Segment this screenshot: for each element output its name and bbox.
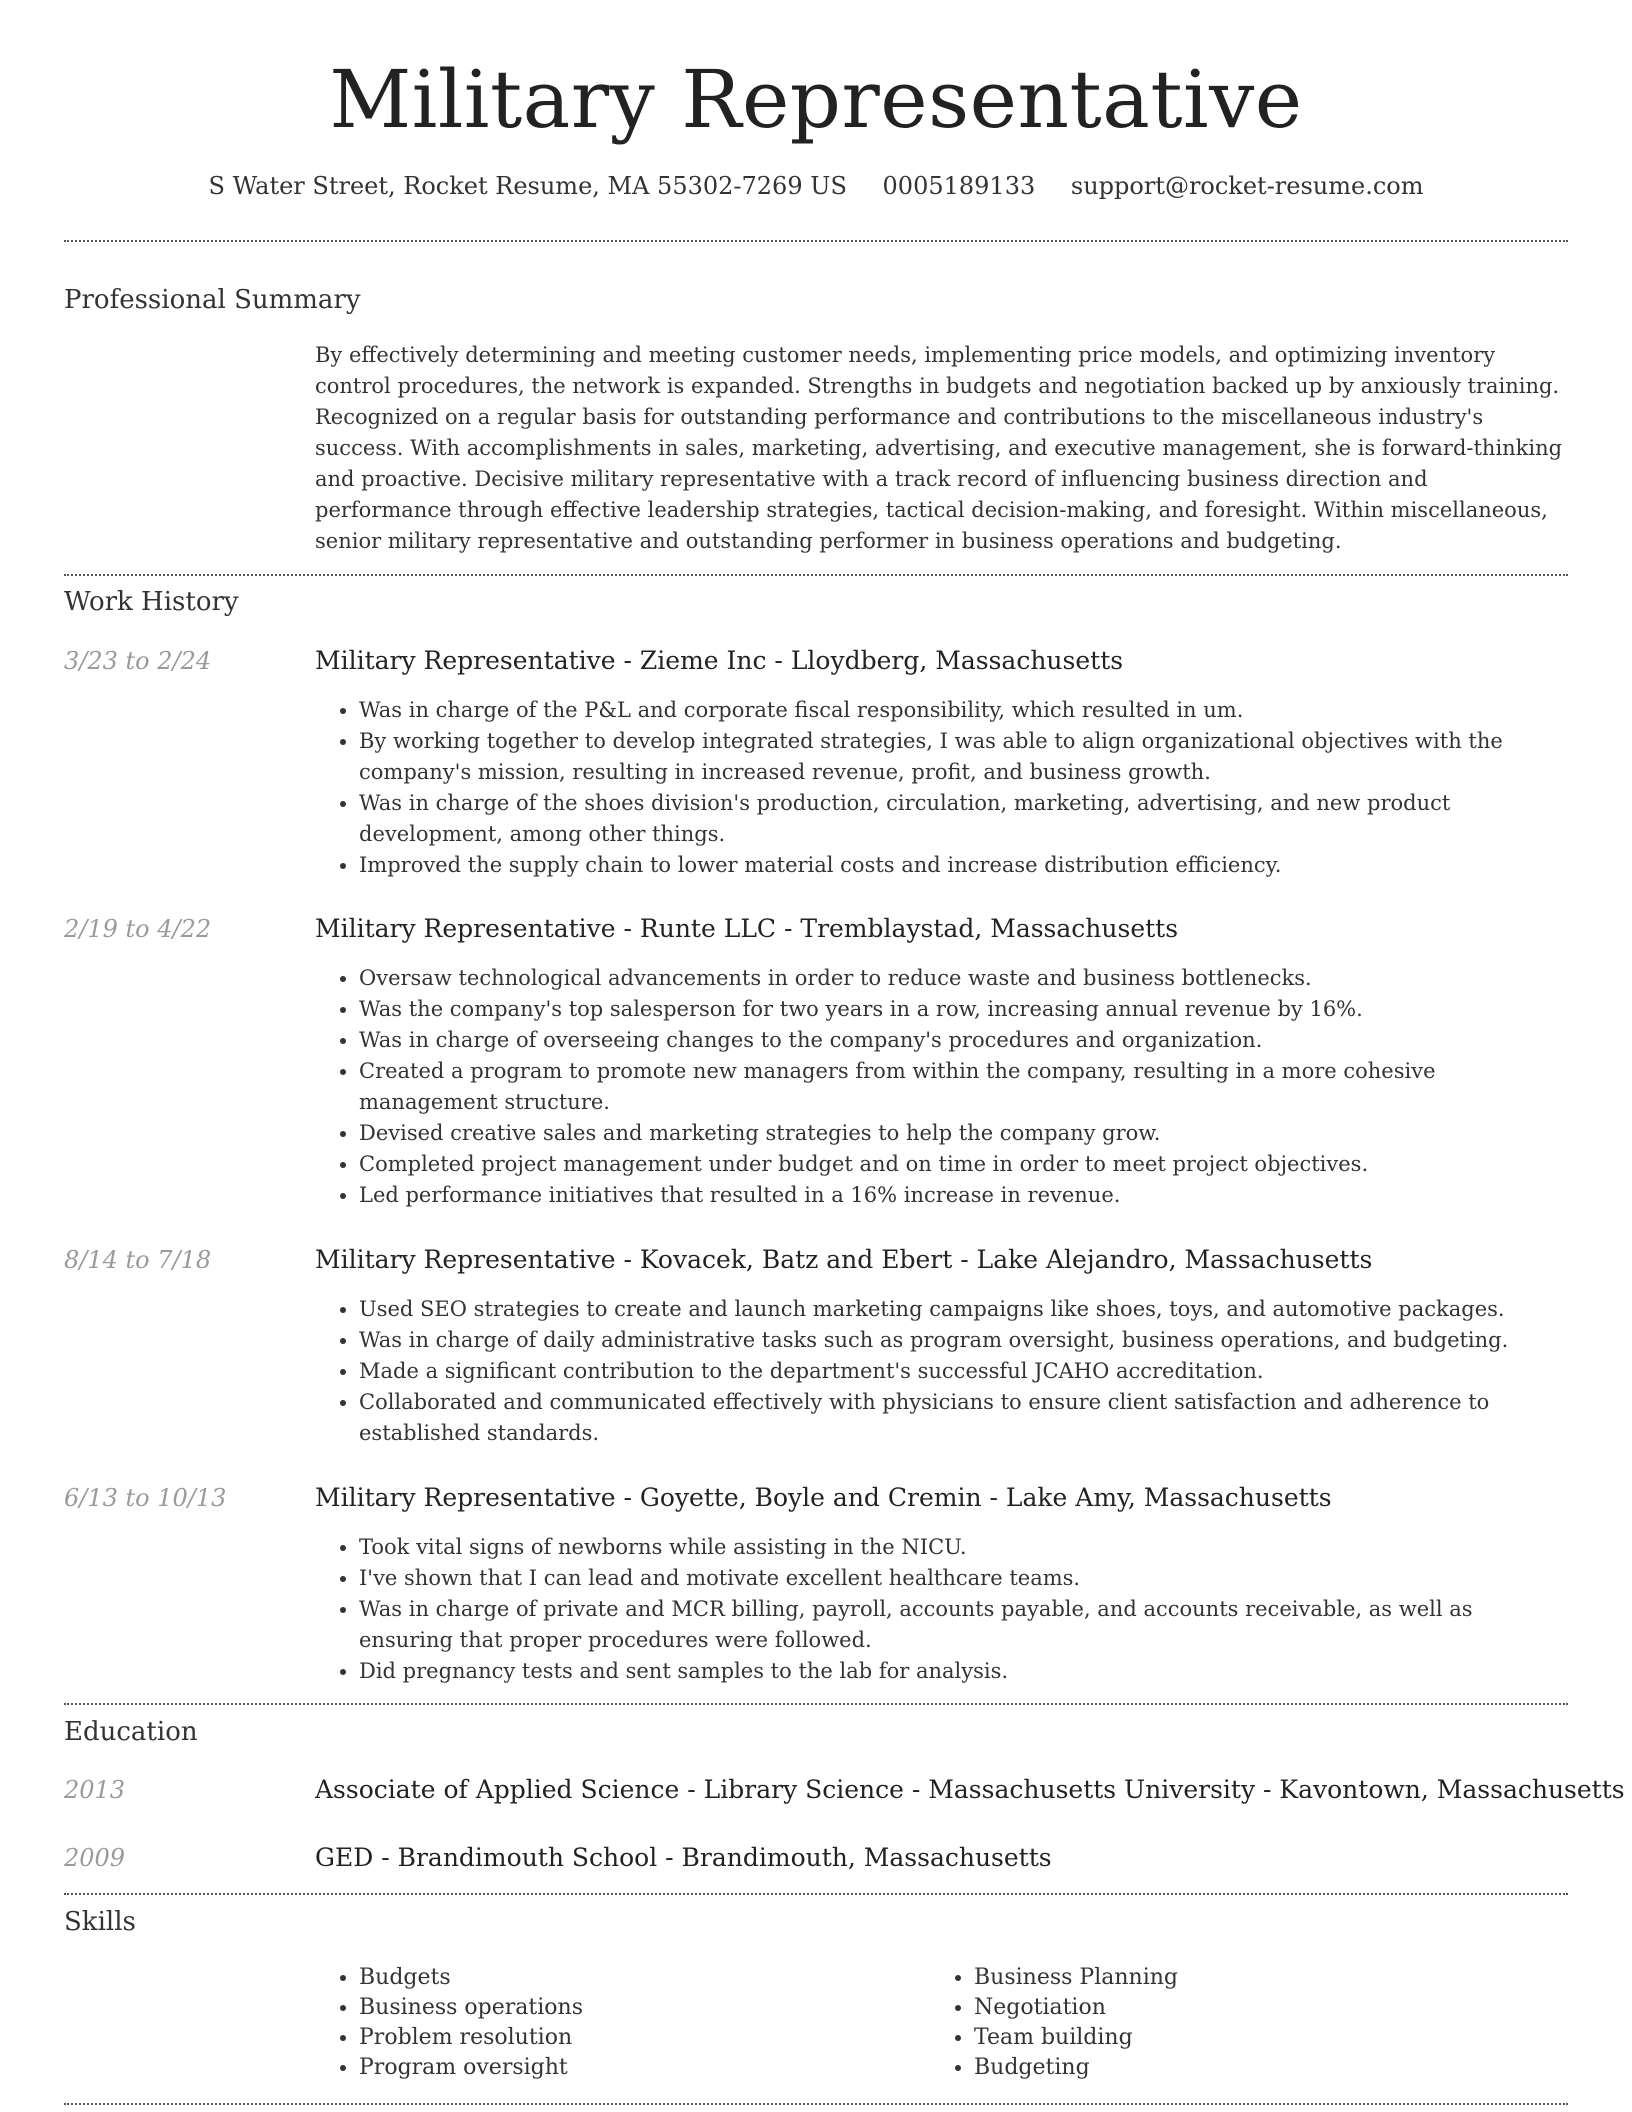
job-dates: 8/14 to 7/18	[64, 1246, 212, 1274]
job-bullet: • Used SEO strategies to create and launch marketing campaigns like shoes, toys, and automotive packages.	[359, 1294, 1568, 1325]
job-bullet: • Did pregnancy tests and sent samples to the lab for analysis.	[359, 1656, 1568, 1687]
job-bullet: • Made a significant contribution to the department's successful JCAHO accreditation.	[359, 1356, 1568, 1387]
divider-header	[64, 240, 1568, 242]
job-bullet: • By working together to develop integrated strategies, I was able to align organizational objectives with the company's mission, resulting in increased revenue, profit, and business growth.	[359, 726, 1568, 788]
section-title-education: Education	[64, 1717, 198, 1747]
job-bullet: • Was in charge of overseeing changes to the company's procedures and organization.	[359, 1025, 1568, 1056]
education-heading: GED - Brandimouth School - Brandimouth, Massachusetts	[315, 1843, 1052, 1872]
job-bullets	[315, 963, 1568, 1211]
job-bullet: • Was in charge of the shoes division's production, circulation, marketing, advertising, and new product development, among other things.	[359, 788, 1568, 850]
job-heading: Military Representative - Runte LLC - Tremblaystad, Massachusetts	[315, 914, 1179, 943]
job-bullet: • Collaborated and communicated effectively with physicians to ensure client satisfaction and adherence to established standards.	[359, 1387, 1568, 1449]
job-bullet: • I've shown that I can lead and motivate excellent healthcare teams.	[359, 1563, 1568, 1594]
skill-item: • Business operations	[359, 1993, 919, 2023]
job-heading: Military Representative - Goyette, Boyle and Cremin - Lake Amy, Massachusetts	[315, 1483, 1332, 1512]
divider-work	[64, 1703, 1568, 1705]
job-bullet: • Was in charge of private and MCR billing, payroll, accounts payable, and accounts receivable, as well as ensuring that proper procedures were followed.	[359, 1594, 1568, 1656]
job-dates: 3/23 to 2/24	[64, 647, 212, 675]
job-bullets	[315, 1532, 1568, 1687]
section-title-work: Work History	[64, 587, 239, 617]
divider-summary	[64, 574, 1568, 576]
skill-item: • Program oversight	[359, 2053, 919, 2083]
education-year: 2009	[64, 1844, 126, 1872]
divider-education	[64, 1893, 1568, 1895]
skill-item: • Team building	[974, 2023, 1534, 2053]
contact-line	[64, 170, 1568, 202]
job-bullet: • Devised creative sales and marketing strategies to help the company grow.	[359, 1118, 1568, 1149]
job-heading: Military Representative - Kovacek, Batz and Ebert - Lake Alejandro, Massachusetts	[315, 1245, 1373, 1274]
contact-address: S Water Street, Rocket Resume, MA 55302-7269 US	[208, 172, 847, 200]
skill-item: • Business Planning	[974, 1963, 1534, 1993]
education-heading: Associate of Applied Science - Library Science - Massachusetts University - Kavontown, Massachusetts	[315, 1775, 1625, 1804]
job-bullets	[315, 1294, 1568, 1449]
section-title-skills: Skills	[64, 1907, 136, 1937]
job-bullet: • Took vital signs of newborns while assisting in the NICU.	[359, 1532, 1568, 1563]
job-bullet: • Led performance initiatives that resulted in a 16% increase in revenue.	[359, 1180, 1568, 1211]
job-bullet: • Oversaw technological advancements in order to reduce waste and business bottlenecks.	[359, 963, 1568, 994]
job-bullet: • Improved the supply chain to lower material costs and increase distribution efficiency.	[359, 850, 1568, 881]
contact-phone: 0005189133	[882, 172, 1036, 200]
education-year: 2013	[64, 1776, 126, 1804]
job-bullet: • Created a program to promote new managers from within the company, resulting in a more cohesive management structure.	[359, 1056, 1568, 1118]
job-bullet: • Was in charge of the P&L and corporate fiscal responsibility, which resulted in um.	[359, 695, 1568, 726]
skill-item: • Problem resolution	[359, 2023, 919, 2053]
contact-email: support@rocket-resume.com	[1070, 172, 1424, 200]
divider-skills	[64, 2103, 1568, 2105]
job-bullet: • Completed project management under budget and on time in order to meet project objectives.	[359, 1149, 1568, 1180]
skills-list-left	[315, 1963, 919, 2083]
summary-text: By effectively determining and meeting customer needs, implementing price models, and optimizing inventory control procedures, the network is expanded. Strengths in budgets and negotiation backed up by anxiously training. Recognized on a regular basis for outstanding performance and contributions to the miscellaneous industry's success. With accomplishments in sales, marketing, advertising, and executive management, she is forward-thinking and proactive. Decisive military representative with a track record of influencing business direction and performance through effective leadership strategies, tactical decision-making, and foresight. Within miscellaneous, senior military representative and outstanding performer in business operations and budgeting.	[315, 343, 1563, 553]
candidate-name: Military Representative	[329, 53, 1303, 146]
job-bullet: • Was the company's top salesperson for two years in a row, increasing annual revenue by 16%.	[359, 994, 1568, 1025]
skill-item: • Budgeting	[974, 2053, 1534, 2083]
skills-list-right	[930, 1963, 1534, 2083]
job-dates: 2/19 to 4/22	[64, 915, 212, 943]
skill-item: • Negotiation	[974, 1993, 1534, 2023]
job-bullets	[315, 695, 1568, 881]
job-dates: 6/13 to 10/13	[64, 1484, 227, 1512]
section-title-summary: Professional Summary	[64, 285, 361, 315]
job-heading: Military Representative - Zieme Inc - Lloydberg, Massachusetts	[315, 646, 1124, 675]
skill-item: • Budgets	[359, 1963, 919, 1993]
job-bullet: • Was in charge of daily administrative tasks such as program oversight, business operations, and budgeting.	[359, 1325, 1568, 1356]
